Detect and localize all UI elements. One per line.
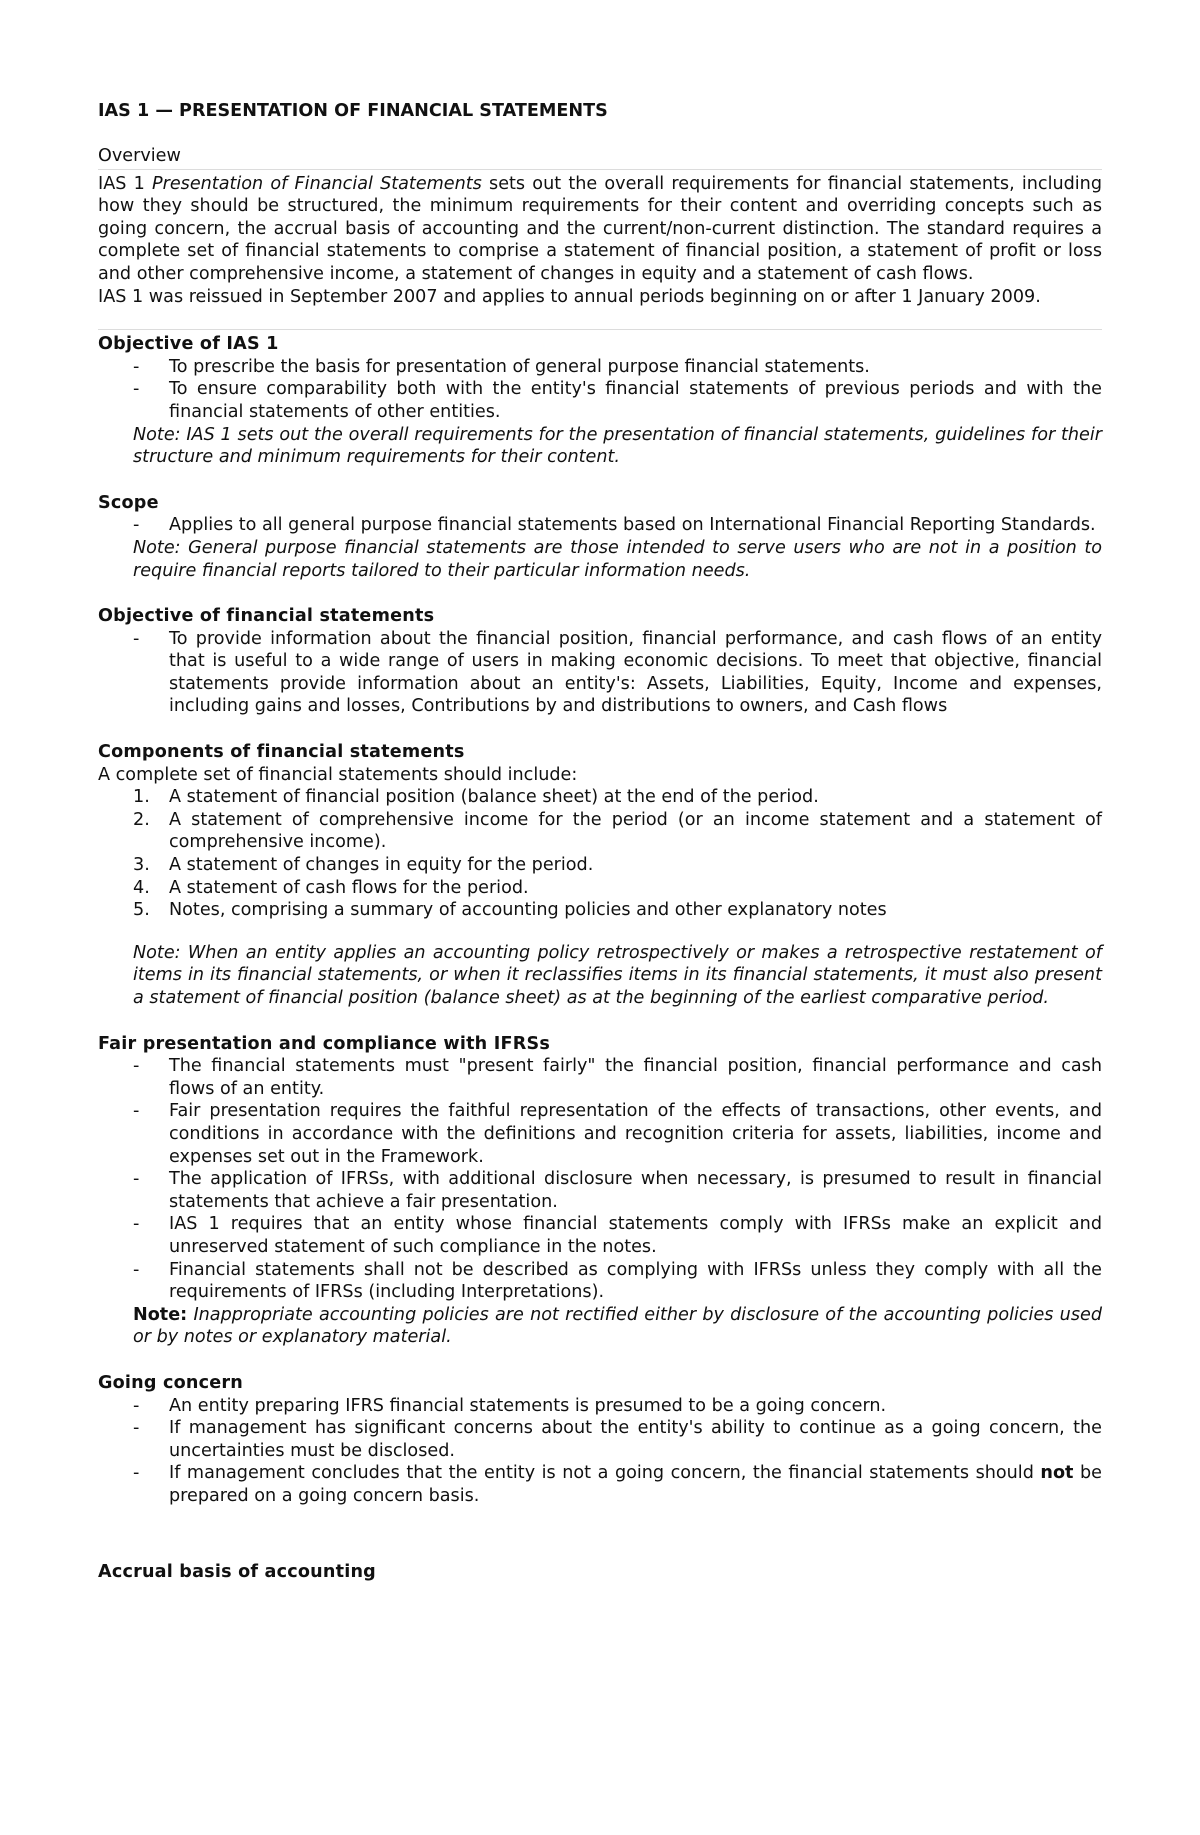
going-concern-list xyxy=(98,1395,1102,1508)
overview-p1-rest: sets out the overall requirements for financial statements, including how they should be structured, the minimum requirements for their content and overriding concepts such as going concern, the accrual basis of accounting and the current/non-current distinction. The standard requires a complete set of financial statements to comprise a statement of financial position, a statement of profit or loss and other comprehensive income, a statement of changes in equity and a statement of cash flows. xyxy=(98,173,1102,284)
list-item xyxy=(98,1055,1102,1100)
scope-note: Note: General purpose financial statements are those intended to serve users who are not in a position to require financial reports tailored to their particular information needs. xyxy=(133,537,1102,581)
list-item xyxy=(98,854,1102,877)
dash-bullet: - xyxy=(133,1463,140,1484)
dash-bullet: - xyxy=(133,379,140,400)
dash-bullet: - xyxy=(133,1056,140,1077)
dash-bullet: - xyxy=(133,1169,140,1190)
overview-paragraph-1 xyxy=(98,173,1102,286)
list-item-text: Notes, comprising a summary of accounting policies and other explanatory notes xyxy=(169,900,887,921)
dash-bullet: - xyxy=(133,1101,140,1122)
dash-bullet: - xyxy=(133,1418,140,1439)
section-divider xyxy=(98,169,1102,170)
list-number: 2. xyxy=(133,809,150,830)
components-intro: A complete set of financial statements should include: xyxy=(98,764,578,785)
list-item xyxy=(98,1417,1102,1462)
components-note: Note: When an entity applies an accounting policy retrospectively or makes a retrospective restatement of items in its financial statements, or when it reclassifies items in its financial statements, it must also present a statement of financial position (balance sheet) as at the beginning of the earliest comparative period. xyxy=(133,942,1102,1008)
fair-presentation-note xyxy=(98,1304,1102,1349)
overview-p1-italic: Presentation of Financial Statements xyxy=(152,173,482,194)
list-item-text: IAS 1 requires that an entity whose financial statements comply with IFRSs make an explicit and unreserved statement of such compliance in the notes. xyxy=(169,1214,1102,1257)
list-item xyxy=(98,809,1102,854)
list-item-text: A statement of cash flows for the period. xyxy=(169,877,529,898)
dash-bullet: - xyxy=(133,1214,140,1235)
components-list xyxy=(98,786,1102,922)
document-title: IAS 1 — PRESENTATION OF FINANCIAL STATEMENTS xyxy=(98,101,608,121)
fair-presentation-heading: Fair presentation and compliance with IFRSs xyxy=(98,1033,550,1054)
list-item-text: To provide information about the financial position, financial performance, and cash flows of an entity that is useful to a wide range of users in making economic decisions. To meet that objective, financial statements provide information about an entity's: Assets, Liabilities, Equity, Income and expenses, including gains and losses, Contributions by and distributions to owners, and Cash flows xyxy=(169,628,1102,717)
list-item xyxy=(98,877,1102,900)
list-item xyxy=(98,514,1102,537)
list-item-text: Fair presentation requires the faithful representation of the effects of transactions, other events, and conditions in accordance with the definitions and recognition criteria for assets, liabilities, income and expenses set out in the Framework. xyxy=(169,1101,1102,1167)
accrual-heading: Accrual basis of accounting xyxy=(98,1562,376,1583)
overview-p1-prefix: IAS 1 xyxy=(98,173,152,194)
overview-paragraph-2: IAS 1 was reissued in September 2007 and applies to annual periods beginning on or after 1 January 2009. xyxy=(98,286,1041,307)
list-item xyxy=(98,1259,1102,1304)
overview-label: Overview xyxy=(98,146,181,166)
list-item-text: To ensure comparability both with the entity's financial statements of previous periods and with the financial statements of other entities. xyxy=(169,379,1102,422)
objective-ias1-list xyxy=(98,356,1102,424)
list-item-text: A statement of financial position (balance sheet) at the end of the period. xyxy=(169,787,819,808)
list-item xyxy=(98,378,1102,423)
list-item-text: A statement of changes in equity for the period. xyxy=(169,855,594,876)
dash-bullet: - xyxy=(133,628,140,649)
components-heading: Components of financial statements xyxy=(98,742,465,763)
list-item-text: The application of IFRSs, with additional disclosure when necessary, is presumed to result in financial statements that achieve a fair presentation. xyxy=(169,1169,1102,1212)
note-text: Inappropriate accounting policies are not rectified either by disclosure of the accounting policies used or by notes or explanatory material. xyxy=(133,1304,1102,1348)
objective-ias1-note: Note: IAS 1 sets out the overall requirements for the presentation of financial statements, guidelines for their structure and minimum requirements for their content. xyxy=(133,424,1102,468)
list-item xyxy=(98,1213,1102,1258)
list-item xyxy=(98,1100,1102,1168)
list-item-text: To prescribe the basis for presentation of general purpose financial statements. xyxy=(169,356,870,377)
emphasis-not: not xyxy=(1040,1463,1074,1484)
list-item-text: If management concludes that the entity is not a going concern, the financial statements should xyxy=(169,1463,1041,1484)
list-item-text: A statement of comprehensive income for the period (or an income statement and a statement of comprehensive income). xyxy=(169,809,1102,853)
objective-fs-list xyxy=(98,628,1102,718)
list-number: 4. xyxy=(133,877,150,898)
list-item xyxy=(98,1168,1102,1213)
list-item-text-suffix: be prepared on a going concern basis. xyxy=(169,1463,1102,1506)
list-item xyxy=(98,1462,1102,1507)
list-item-text: An entity preparing IFRS financial statements is presumed to be a going concern. xyxy=(169,1395,887,1416)
scope-list xyxy=(98,514,1102,537)
section-divider xyxy=(98,329,1102,330)
list-item-text: Financial statements shall not be described as complying with IFRSs unless they comply with all the requirements of IFRSs (including Interpretations). xyxy=(169,1259,1102,1303)
list-number: 3. xyxy=(133,855,150,876)
dash-bullet: - xyxy=(133,1395,140,1416)
dash-bullet: - xyxy=(133,1259,140,1280)
list-item xyxy=(98,899,1102,922)
list-item xyxy=(98,786,1102,809)
note-lead: Note: xyxy=(133,1304,188,1325)
list-item xyxy=(98,356,1102,379)
list-item-text: Applies to all general purpose financial statements based on International Financial Reporting Standards. xyxy=(169,515,1096,536)
dash-bullet: - xyxy=(133,356,140,377)
list-item-text: If management has significant concerns about the entity's ability to continue as a going concern, the uncertainties must be disclosed. xyxy=(169,1418,1102,1461)
list-number: 1. xyxy=(133,787,150,808)
objective-ias1-heading: Objective of IAS 1 xyxy=(98,334,279,355)
list-item-text: The financial statements must "present fairly" the financial position, financial performance and cash flows of an entity. xyxy=(169,1056,1102,1099)
list-item xyxy=(98,1395,1102,1418)
objective-fs-heading: Objective of financial statements xyxy=(98,606,435,627)
list-number: 5. xyxy=(133,900,150,921)
fair-presentation-list xyxy=(98,1055,1102,1304)
list-item xyxy=(98,628,1102,718)
scope-heading: Scope xyxy=(98,492,159,513)
going-concern-heading: Going concern xyxy=(98,1372,244,1393)
dash-bullet: - xyxy=(133,515,140,536)
